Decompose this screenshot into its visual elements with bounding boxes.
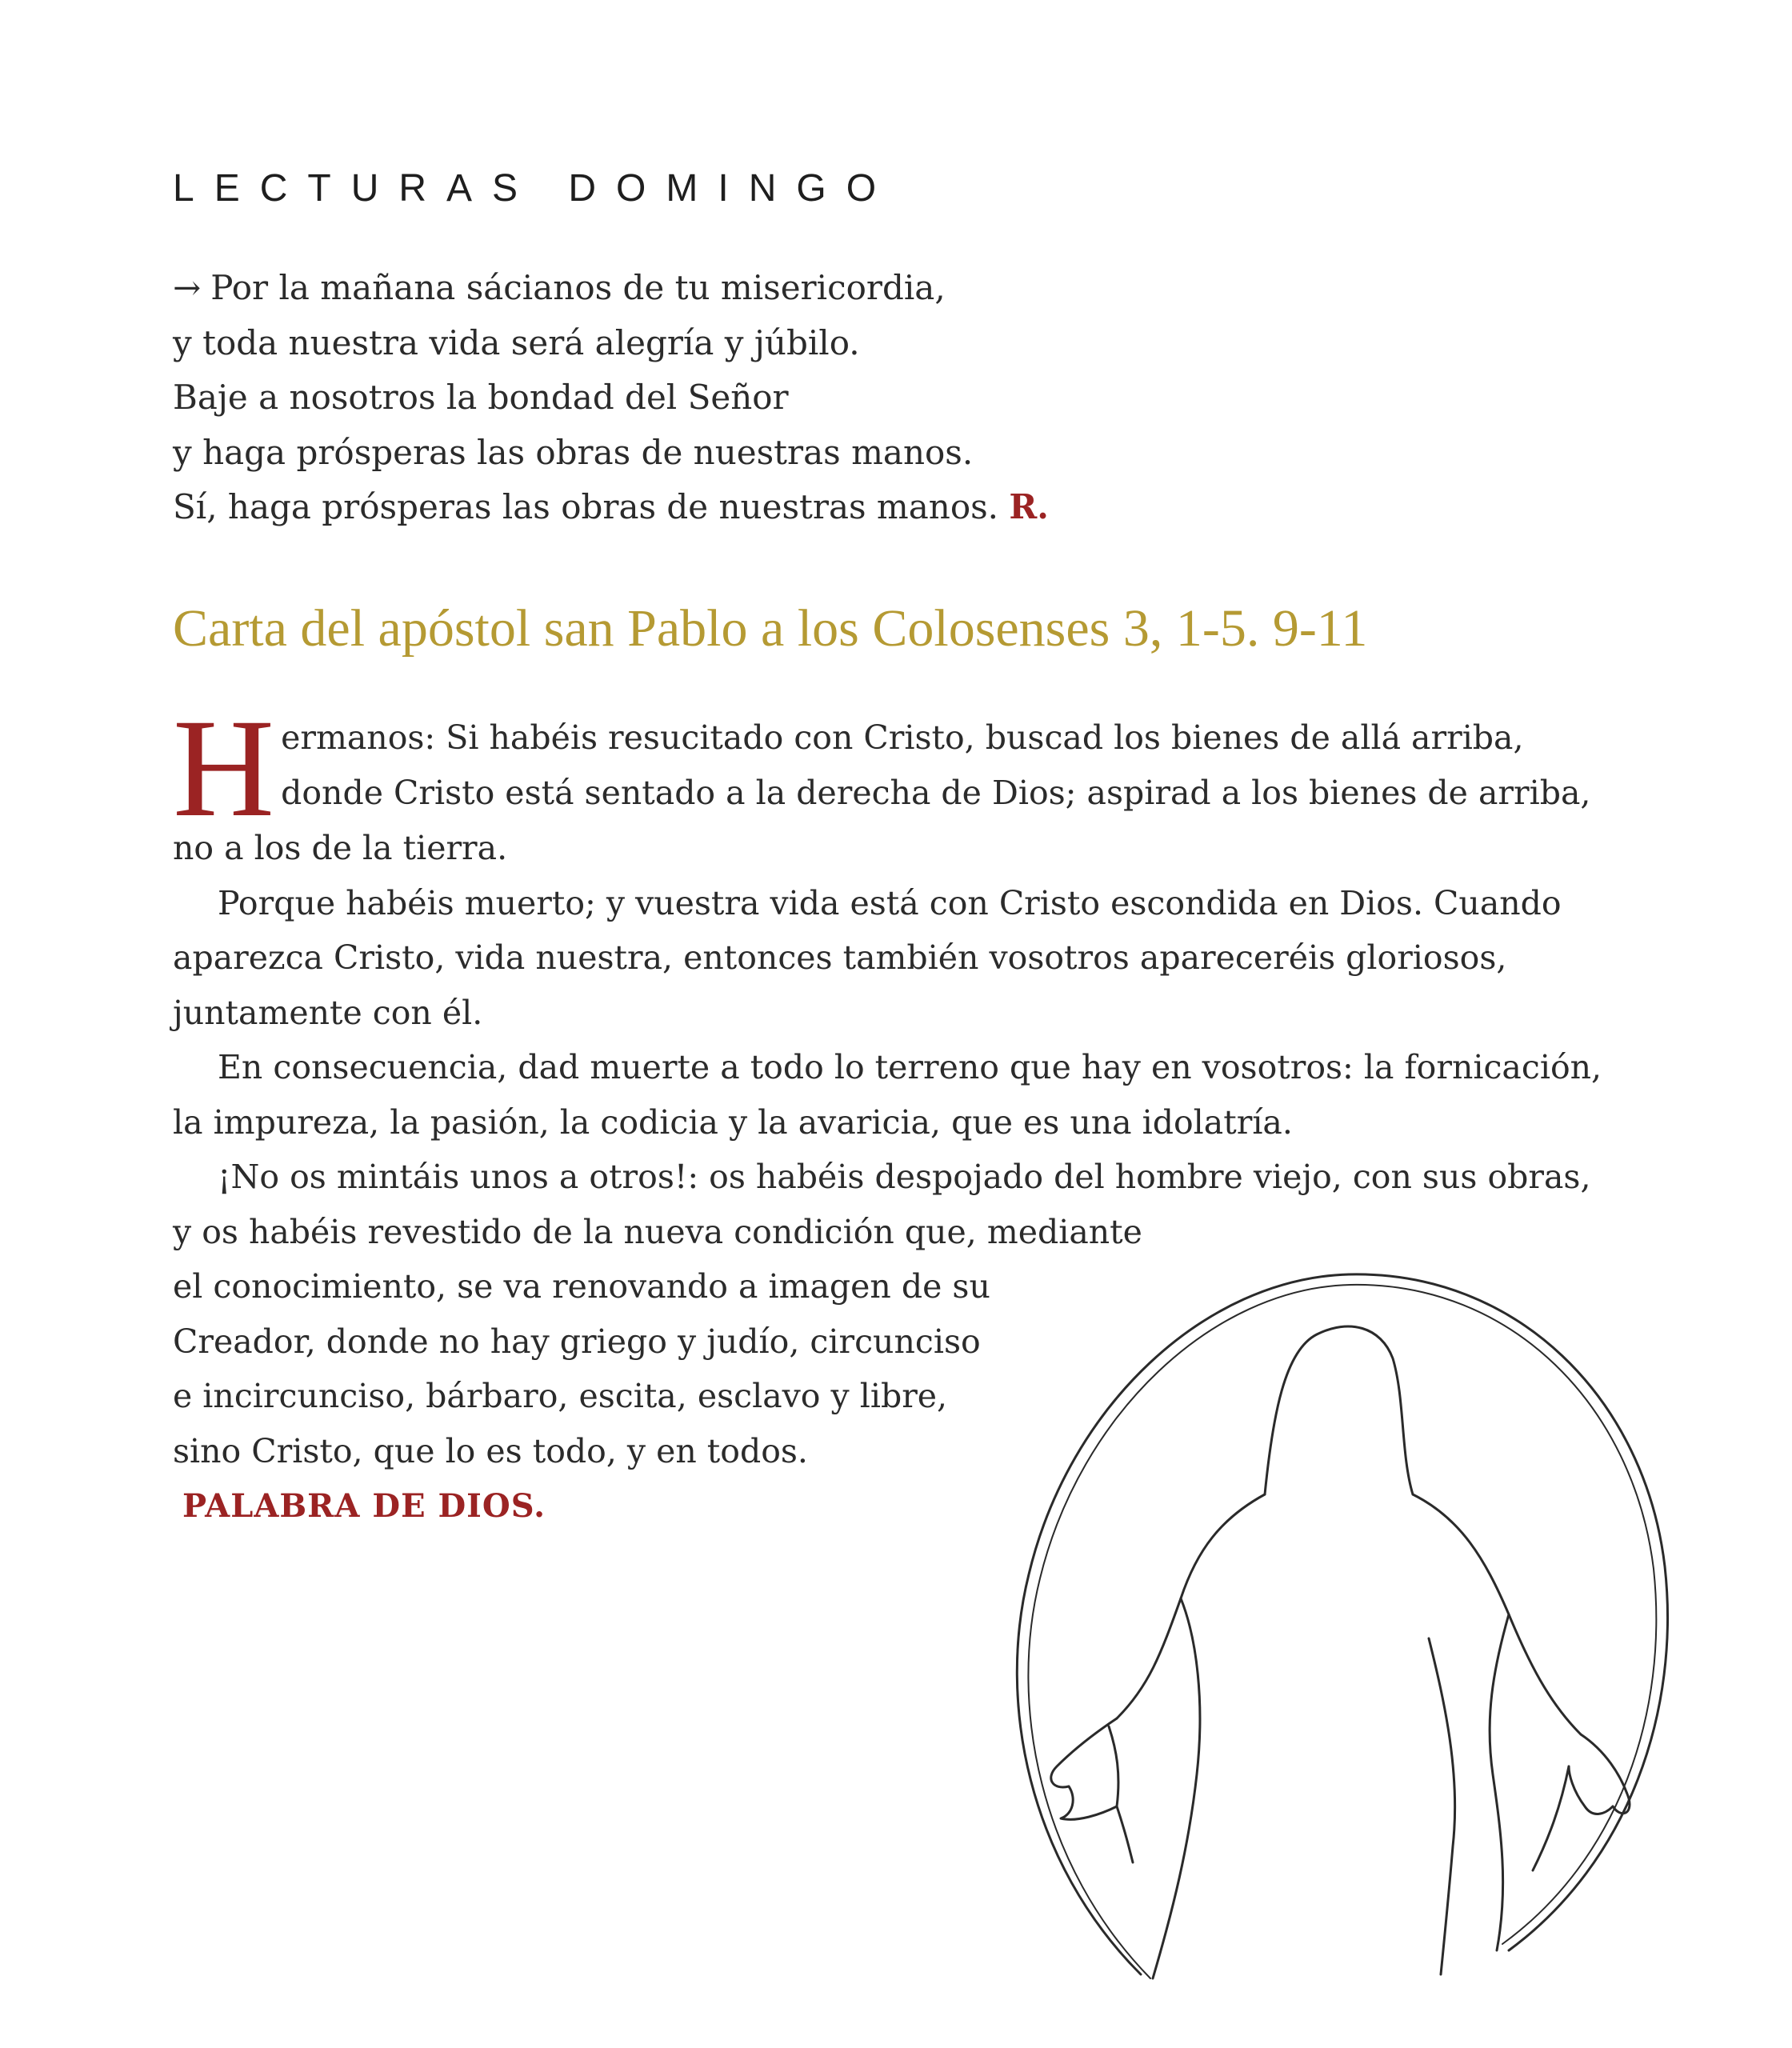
reading-line: Creador, donde no hay griego y judío, circunciso — [173, 1322, 981, 1361]
psalm-response-marker: R. — [1009, 487, 1049, 526]
reading-line: ¡No os mintáis unos a otros!: os habéis despojado del hombre viejo, con sus obras, — [218, 1158, 1591, 1196]
drop-cap: H — [173, 690, 275, 846]
reading-line: aparezca Cristo, vida nuestra, entonces también vosotros apareceréis gloriosos, — [173, 938, 1507, 977]
reading-line: no a los de la tierra. — [173, 829, 508, 867]
reading-line: juntamente con él. — [173, 993, 483, 1032]
christ-halo-line-art-icon — [997, 1254, 1677, 1990]
reading-line: y os habéis revestido de la nueva condición que, mediante — [173, 1212, 1142, 1251]
reading-line: Porque habéis muerto; y vuestra vida está con Cristo escondida en Dios. Cuando — [218, 883, 1562, 922]
reading-line: la impureza, la pasión, la codicia y la avaricia, que es una idolatría. — [173, 1102, 1293, 1142]
reading-title: Carta del apóstol san Pablo a los Colosenses 3, 1-5. 9-11 — [173, 599, 1368, 658]
psalm-line: y haga prósperas las obras de nuestras manos. — [173, 432, 974, 472]
reading-line: En consecuencia, dad muerte a todo lo terreno que hay en vosotros: la fornicación, — [218, 1048, 1602, 1086]
psalm-line: Baje a nosotros la bondad del Señor — [173, 378, 789, 417]
psalm-line: y toda nuestra vida será alegría y júbilo. — [173, 322, 860, 362]
arrow-right-icon: → — [173, 268, 202, 307]
closing-acclamation: PALABRA DE DIOS. — [182, 1487, 546, 1525]
reading-line: el conocimiento, se va renovando a imagen de su — [173, 1267, 990, 1306]
reading-line: e incircunciso, bárbaro, escita, esclavo y libre, — [173, 1377, 948, 1415]
psalm-line: → Por la mañana sácianos de tu misericordia, — [173, 261, 1693, 316]
psalm-stanza — [173, 261, 1693, 535]
reading-line: donde Cristo está sentado a la derecha de Dios; aspirad a los bienes de arriba, — [281, 773, 1591, 812]
reading-line: ermanos: Si habéis resucitado con Cristo, buscad los bienes de allá arriba, — [281, 718, 1524, 757]
psalm-line: Sí, haga prósperas las obras de nuestras manos. R. — [173, 487, 1049, 526]
page-header: LECTURAS DOMINGO — [173, 167, 897, 210]
reading-line: sino Cristo, que lo es todo, y en todos. — [173, 1431, 808, 1470]
